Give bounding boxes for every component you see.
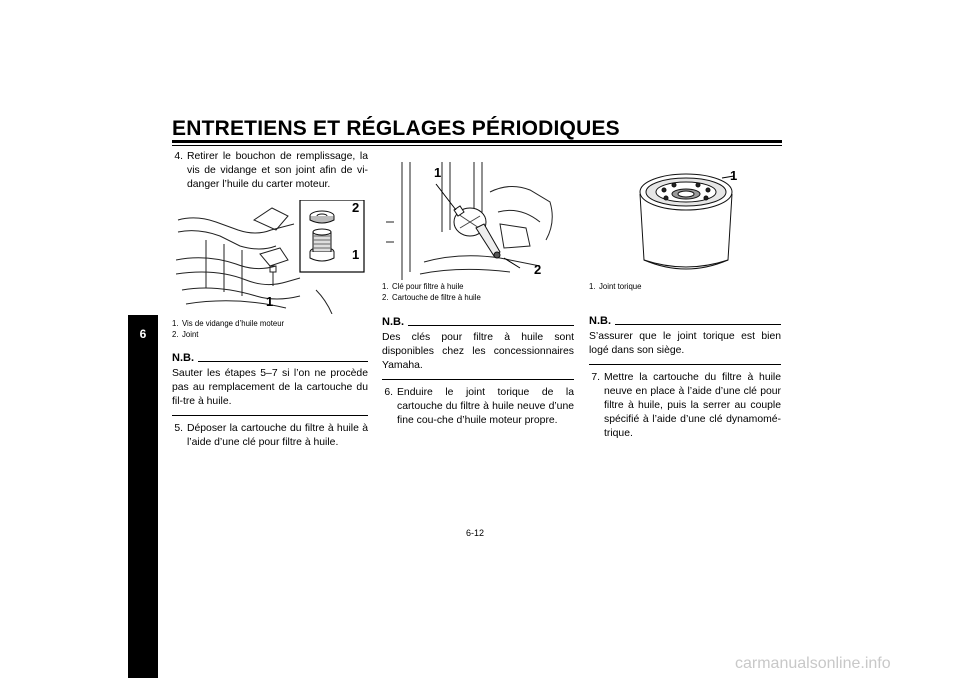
note-end-rule — [382, 379, 574, 380]
note-text: Sauter les étapes 5–7 si l’on ne procède pas au remplacement de la cartouche du fil-tre à huile. — [172, 368, 368, 407]
note-block — [589, 315, 781, 365]
step-number: 6. — [384, 387, 393, 398]
caption-item: 1. Joint torique — [589, 282, 642, 291]
figure-callout-1: 1 — [266, 294, 274, 309]
note-text: Des clés pour filtre à huile sont disponibles chez les concessionnaires Yamaha. — [382, 332, 574, 371]
step-5 — [172, 422, 368, 450]
caption-list — [172, 318, 368, 340]
figure-oil-filter-wrench — [380, 162, 560, 280]
note-label: N.B. — [172, 352, 194, 364]
caption-list — [589, 281, 781, 292]
note-end-rule — [172, 415, 368, 416]
figure-callout-1: 1 — [434, 165, 442, 180]
figure-oil-filter-cartridge — [630, 164, 750, 282]
page-title: ENTRETIENS ET RÉGLAGES PÉRIODIQUES — [172, 117, 620, 140]
figure-callout-1: 1 — [352, 247, 360, 262]
figure-callout-2: 2 — [534, 262, 542, 277]
column-2 — [382, 281, 574, 428]
note-end-rule — [589, 364, 781, 365]
note-label: N.B. — [589, 315, 611, 327]
caption-item: 1. Clé pour filtre à huile — [382, 282, 464, 291]
note-label: N.B. — [382, 316, 404, 328]
note-rule — [615, 324, 781, 325]
step-number: 7. — [591, 372, 600, 383]
step-text: Retirer le bouchon de remplissage, la vis de vidange et son joint afin de vi-danger l’huile du carter moteur. — [187, 151, 368, 190]
caption-item: 2. Cartouche de filtre à huile — [382, 293, 481, 302]
step-4 — [172, 150, 368, 192]
chapter-number: 6 — [139, 327, 147, 341]
step-text: Mettre la cartouche du filtre à huile neuve en place à l’aide d’une clé pour filtre à huile, puis la serrer au couple spécifié à l’aide d’une clé dynamomé-trique. — [604, 372, 781, 439]
step-number: 4. — [174, 151, 183, 162]
step-text: Enduire le joint torique de la cartouche du filtre à huile neuve d’une fine cou-che d’huile moteur propre. — [397, 387, 574, 426]
figure-callout-2: 2 — [352, 200, 360, 215]
caption-item: 1. Vis de vidange d’huile moteur — [172, 319, 285, 328]
column-1-lower — [172, 318, 368, 450]
note-rule — [198, 361, 368, 362]
figure-drain-bolt — [176, 200, 366, 314]
figure-callout-1: 1 — [730, 168, 738, 183]
step-number: 5. — [174, 423, 183, 434]
caption-item: 2. Joint — [172, 330, 199, 339]
column-1 — [172, 150, 368, 192]
page-number: 6-12 — [466, 528, 485, 538]
note-block — [382, 316, 574, 380]
chapter-tab — [128, 315, 158, 678]
note-rule — [408, 325, 574, 326]
filter-wrench-illustration — [380, 162, 560, 280]
step-text: Déposer la cartouche du filtre à huile à l’aide d’une clé pour filtre à huile. — [187, 423, 368, 448]
note-text: S’assurer que le joint torique est bien logé dans son siège. — [589, 331, 781, 356]
watermark: carmanualsonline.info — [735, 655, 891, 672]
caption-list — [382, 281, 574, 303]
note-block — [172, 352, 368, 416]
column-3 — [589, 281, 781, 441]
header-rule — [172, 140, 782, 143]
step-6 — [382, 386, 574, 428]
step-7 — [589, 371, 781, 441]
header-rule-thin — [172, 145, 782, 146]
